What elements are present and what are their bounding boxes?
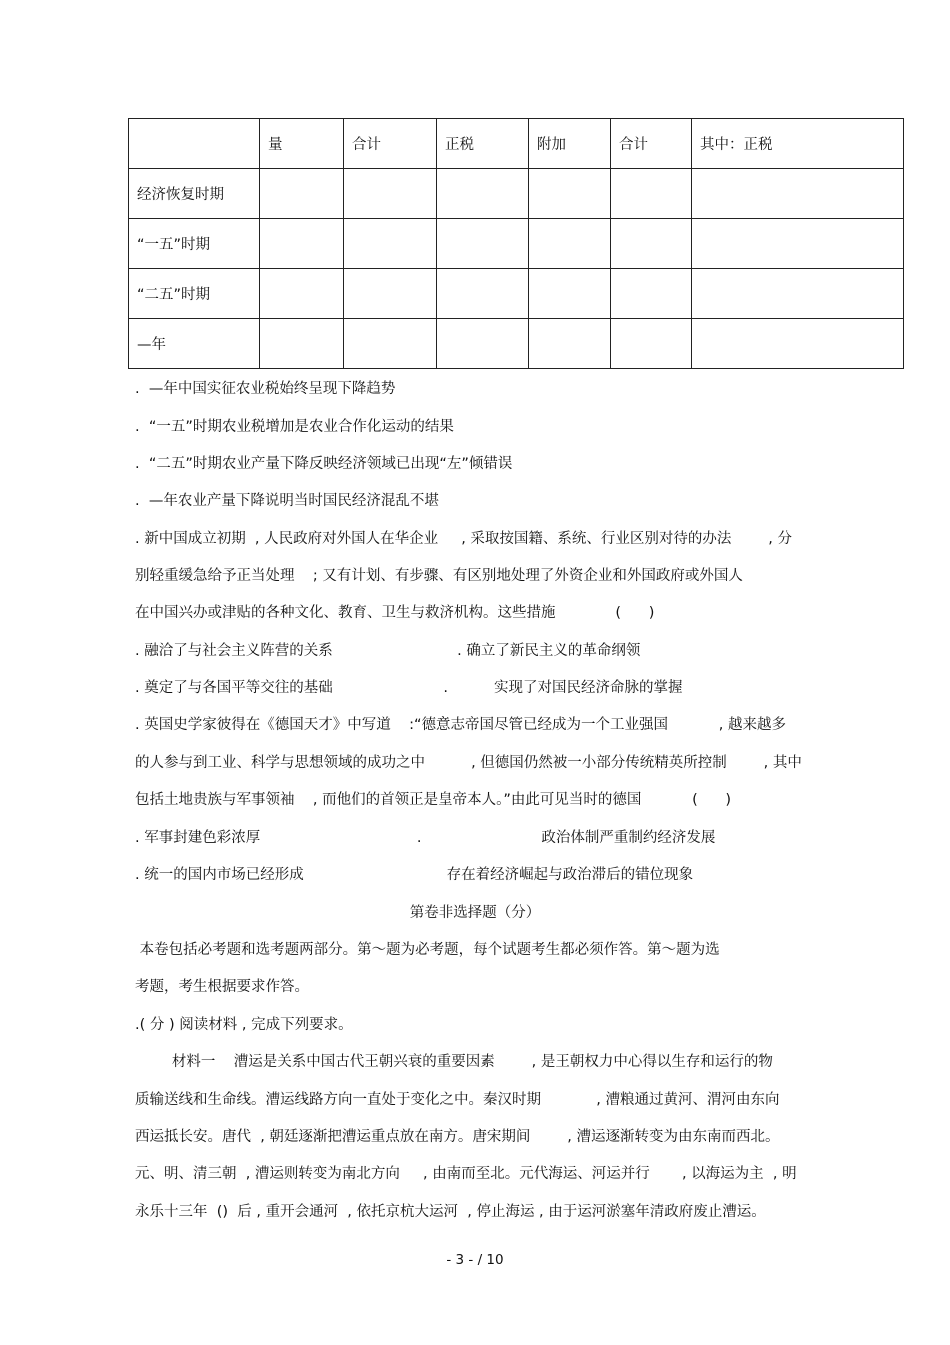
table-cell bbox=[692, 319, 904, 369]
material-line: 元、明、清三朝 , 漕运则转变为南北方向 , 由南而至北。元代海运、河运并行 , 以海运为主 , 明 bbox=[135, 1166, 797, 1182]
table-cell: 合计 bbox=[344, 119, 437, 169]
table-cell bbox=[344, 319, 437, 369]
table-cell bbox=[129, 119, 260, 169]
table-row bbox=[129, 269, 904, 319]
q2-options-row: . 融洽了与社会主义阵营的关系 . 确立了新民主义的革命纲领 bbox=[135, 643, 641, 659]
material-line: 西运抵长安。唐代 , 朝廷逐渐把漕运重点放在南方。唐宋期间 , 漕运逐渐转变为由东南而西北。 bbox=[135, 1129, 780, 1145]
table-cell bbox=[260, 269, 344, 319]
table-cell bbox=[260, 219, 344, 269]
table-cell: 合计 bbox=[611, 119, 692, 169]
table-cell bbox=[611, 269, 692, 319]
table-cell bbox=[529, 219, 611, 269]
section-title: 第卷非选择题（分） bbox=[409, 905, 541, 921]
table-cell: “一五”时期 bbox=[129, 219, 260, 269]
table-row bbox=[129, 219, 904, 269]
q2-options-row: . 奠定了与各国平等交往的基础 . 实现了对国民经济命脉的掌握 bbox=[135, 680, 683, 696]
table-cell bbox=[437, 319, 529, 369]
table-header-row bbox=[129, 119, 904, 169]
table-cell: 附加 bbox=[529, 119, 611, 169]
q1-option-a: . —年中国实征农业税始终呈现下降趋势 bbox=[135, 381, 396, 397]
q1-option-b: . “一五”时期农业税增加是农业合作化运动的结果 bbox=[135, 419, 454, 435]
table-row bbox=[129, 319, 904, 369]
page-number: - 3 - / 10 bbox=[446, 1252, 504, 1268]
table-cell bbox=[611, 219, 692, 269]
table-cell bbox=[260, 319, 344, 369]
table-row bbox=[129, 169, 904, 219]
table-cell: 其中：正税 bbox=[692, 119, 904, 169]
q2-stem-line: 在中国兴办或津贴的各种文化、教育、卫生与救济机构。这些措施 ( ) bbox=[135, 605, 655, 621]
q1-option-c: . “二五”时期农业产量下降反映经济领域已出现“左”倾错误 bbox=[135, 456, 513, 472]
q3-options-row: . 统一的国内市场已经形成 存在着经济崛起与政治滞后的错位现象 bbox=[135, 867, 694, 883]
table-cell bbox=[611, 169, 692, 219]
table-cell bbox=[529, 169, 611, 219]
table-cell bbox=[692, 219, 904, 269]
section-intro-line: 考题，考生根据要求作答。 bbox=[135, 979, 309, 995]
table-cell bbox=[437, 219, 529, 269]
table-cell: —年 bbox=[129, 319, 260, 369]
table-cell bbox=[260, 169, 344, 219]
table-cell bbox=[529, 269, 611, 319]
material-line: 永乐十三年 () 后 , 重开会通河 , 依托京杭大运河 , 停止海运 , 由于运河淤塞年清政府废止漕运。 bbox=[135, 1204, 766, 1220]
table-cell: 经济恢复时期 bbox=[129, 169, 260, 219]
q1-option-d: . —年农业产量下降说明当时国民经济混乱不堪 bbox=[135, 493, 439, 509]
table-cell bbox=[437, 269, 529, 319]
table-cell bbox=[344, 169, 437, 219]
section-intro-line: 本卷包括必考题和选考题两部分。第～题为必考题，每个试题考生都必须作答。第～题为选 bbox=[135, 942, 720, 958]
q2-stem-line: 别轻重缓急给予正当处理 ; 又有计划、有步骤、有区别地处理了外资企业和外国政府或外国人 bbox=[135, 568, 743, 584]
q4-head: .( 分 ) 阅读材料 , 完成下列要求。 bbox=[135, 1017, 353, 1033]
table-cell: “二五”时期 bbox=[129, 269, 260, 319]
table-cell bbox=[692, 169, 904, 219]
table-cell: 正税 bbox=[437, 119, 529, 169]
q3-stem-line: 包括土地贵族与军事领袖 , 而他们的首领正是皇帝本人。”由此可见当时的德国 ( ) bbox=[135, 792, 732, 808]
table-cell bbox=[437, 169, 529, 219]
table-cell bbox=[692, 269, 904, 319]
material-line: 质输送线和生命线。漕运线路方向一直处于变化之中。秦汉时期 , 漕粮通过黄河、渭河由东向 bbox=[135, 1092, 780, 1108]
q3-stem-line: 的人参与到工业、科学与思想领域的成功之中 , 但德国仍然被一小部分传统精英所控制 , 其中 bbox=[135, 755, 802, 771]
table-cell: 量 bbox=[260, 119, 344, 169]
table-cell bbox=[529, 319, 611, 369]
table-cell bbox=[344, 219, 437, 269]
tax-table bbox=[128, 118, 904, 369]
q3-stem-line: . 英国史学家彼得在《德国天才》中写道 :“德意志帝国尽管已经成为一个工业强国 , 越来越多 bbox=[135, 717, 786, 733]
q2-stem-line: . 新中国成立初期 , 人民政府对外国人在华企业 , 采取按国籍、系统、行业区别对待的办法 , 分 bbox=[135, 531, 793, 547]
table-cell bbox=[344, 269, 437, 319]
q3-options-row: . 军事封建色彩浓厚 . 政治体制严重制约经济发展 bbox=[135, 830, 716, 846]
table-cell bbox=[611, 319, 692, 369]
material-line: 材料一 漕运是关系中国古代王朝兴衰的重要因素 , 是王朝权力中心得以生存和运行的物 bbox=[135, 1054, 773, 1070]
